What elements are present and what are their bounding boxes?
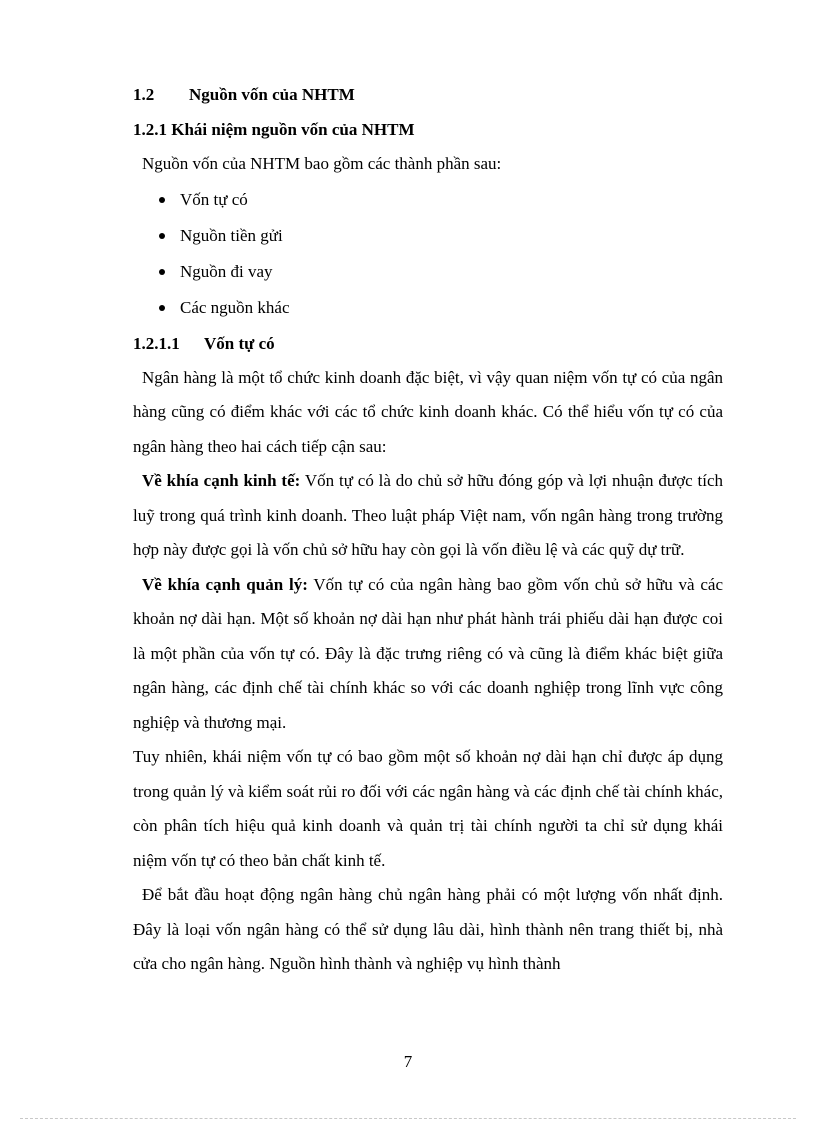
list-item: Nguồn đi vay: [133, 254, 723, 290]
bullet-icon: [159, 269, 165, 275]
source-list: [133, 182, 723, 326]
page-content: [133, 78, 723, 982]
paragraph-2-label: Về khía cạnh kinh tế:: [142, 471, 301, 490]
paragraph-3-label: Về khía cạnh quản lý:: [142, 574, 308, 594]
page-bottom-divider: [20, 1118, 796, 1119]
section-heading: [133, 78, 723, 112]
paragraph-2: [133, 464, 723, 568]
list-item: Các nguồn khác: [133, 290, 723, 326]
intro-text: Nguồn vốn của NHTM bao gồm các thành phần sau:: [142, 154, 502, 173]
paragraph-3-text: Vốn tự có của ngân hàng bao gồm vốn chủ sở hữu và các khoản nợ dài hạn. Một số khoản nợ dài hạn như phát hành trái phiếu dài hạn được coi là một phần của vốn tự có. Đây là đặc trưng riêng có và cũng là điểm khác biệt giữa ngân hàng, các định chế tài chính khác so với các doanh nghiệp trong lĩnh vực công nghiệp và thương mại.: [133, 574, 723, 732]
section-title: Nguồn vốn của NHTM: [189, 85, 355, 104]
bullet-icon: [159, 305, 165, 311]
list-item: Nguồn tiền gửi: [133, 218, 723, 254]
paragraph-3: [133, 568, 723, 741]
list-item: Vốn tự có: [133, 182, 723, 218]
bullet-icon: [159, 233, 165, 239]
paragraph-2-text: Vốn tự có là do chủ sở hữu đóng góp và lợi nhuận được tích luỹ trong quá trình kinh doanh. Theo luật pháp Việt nam, vốn ngân hàng trong trường hợp này được gọi là vốn chủ sở hữu hay còn gọi là vốn điều lệ và các quỹ dự trữ.: [133, 471, 723, 559]
subsubsection-heading: [133, 326, 723, 361]
subsubsection-number: 1.2.1.1: [133, 333, 180, 353]
section-number: 1.2: [133, 85, 155, 104]
page-number: 7: [403, 1052, 413, 1071]
subsubsection-title: Vốn tự có: [204, 333, 275, 353]
paragraph-4: Tuy nhiên, khái niệm vốn tự có bao gồm một số khoản nợ dài hạn chỉ được áp dụng trong quản lý và kiểm soát rủi ro đối với các ngân hàng và các định chế tài chính khác, còn phân tích hiệu quả kinh doanh và quản trị tài chính người ta chỉ sử dụng khái niệm vốn tự có theo bản chất kinh tế.: [133, 747, 723, 870]
paragraph-1: Ngân hàng là một tổ chức kinh doanh đặc biệt, vì vậy quan niệm vốn tự có của ngân hàng cũng có điểm khác với các tổ chức kinh doanh khác. Có thể hiểu vốn tự có của ngân hàng theo hai cách tiếp cận sau:: [133, 367, 723, 456]
paragraph-5: Để bắt đầu hoạt động ngân hàng chủ ngân hàng phải có một lượng vốn nhất định. Đây là loại vốn ngân hàng có thể sử dụng lâu dài, hình thành nên trang thiết bị, nhà cửa cho ngân hàng. Nguồn hình thành và nghiệp vụ hình thành: [133, 885, 723, 973]
subsection-heading: 1.2.1 Khái niệm nguồn vốn của NHTM: [133, 120, 415, 139]
bullet-icon: [159, 197, 165, 203]
